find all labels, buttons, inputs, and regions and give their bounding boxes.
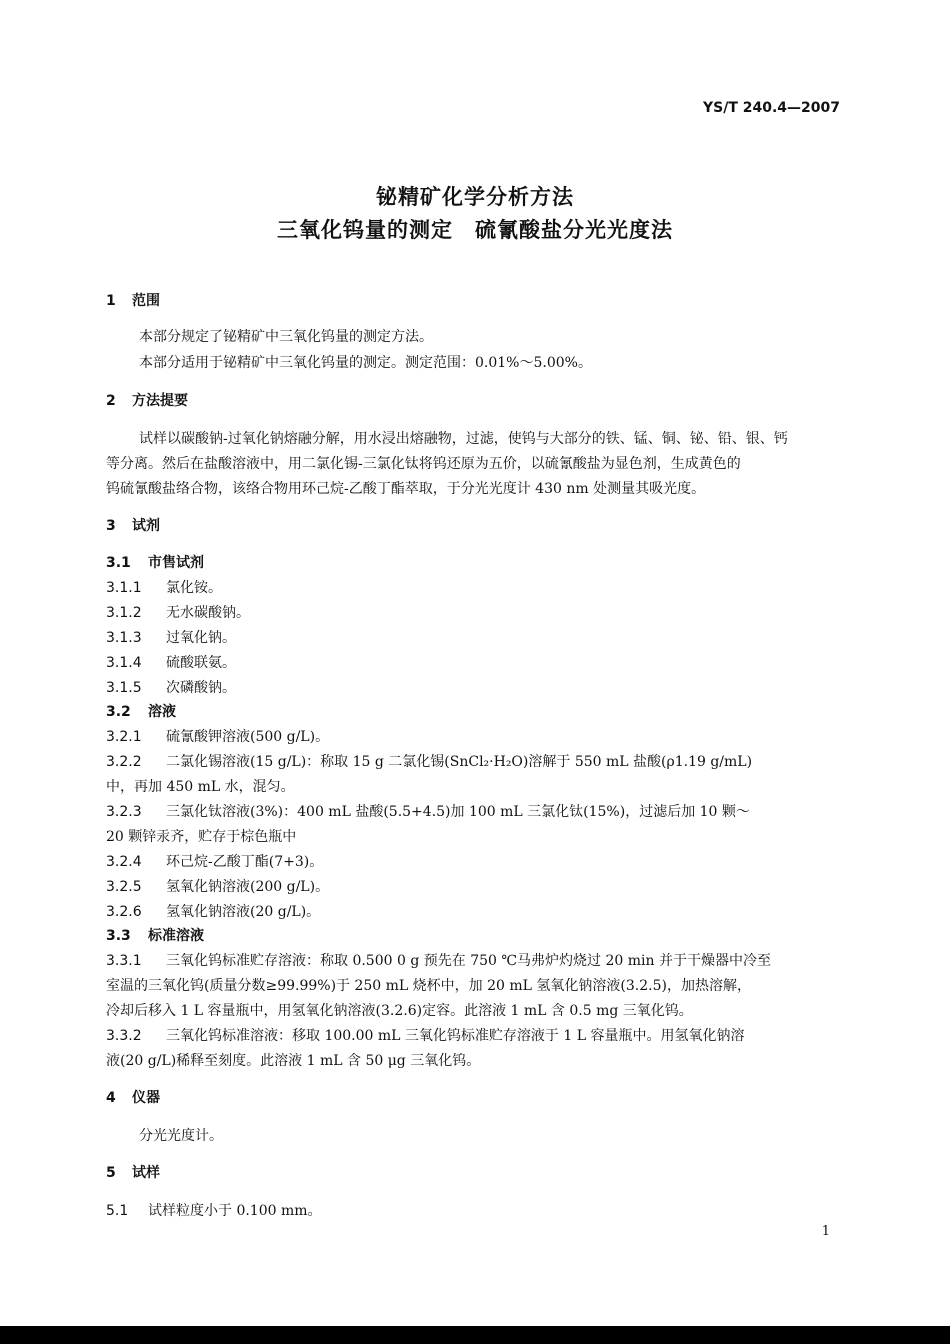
page-title-line1: 铋精矿化学分析方法 — [376, 185, 574, 209]
section-title: 试剂 — [132, 518, 160, 534]
clause-item — [106, 950, 771, 970]
clause-number: 3.1.1 — [106, 580, 142, 596]
clause-item — [106, 627, 236, 647]
section-number: 4 — [106, 1090, 116, 1106]
section-4-heading — [106, 1087, 160, 1107]
clause-continuation: 中，再加 450 mL 水，混匀。 — [106, 779, 295, 795]
clause-item — [106, 577, 222, 597]
paragraph: 本部分规定了铋精矿中三氧化钨量的测定方法。 — [139, 329, 433, 345]
clause-text: 氢氧化钠溶液(200 g/L)。 — [166, 879, 330, 895]
paragraph-line: 钨硫氰酸盐络合物，该络合物用环己烷-乙酸丁酯萃取，于分光光度计 430 nm 处测量其吸光度。 — [106, 481, 706, 497]
subsection-title: 市售试剂 — [148, 555, 204, 571]
clause-text: 氯化铵。 — [166, 580, 222, 596]
clause-number: 3.2.2 — [106, 754, 142, 770]
section-1-heading — [106, 290, 160, 310]
section-3-heading — [106, 515, 160, 535]
paragraph-line: 等分离。然后在盐酸溶液中，用二氯化锡-三氯化钛将钨还原为五价，以硫氰酸盐为显色剂，生成黄色的 — [106, 456, 741, 472]
clause-number: 3.2.6 — [106, 904, 142, 920]
subsection-title: 标准溶液 — [148, 928, 204, 944]
clause-item — [106, 876, 329, 896]
subsection-heading — [106, 552, 204, 572]
clause-number: 3.1.5 — [106, 680, 142, 696]
clause-continuation: 液(20 g/L)稀释至刻度。此溶液 1 mL 含 50 μg 三氧化钨。 — [106, 1053, 481, 1069]
section-title: 方法提要 — [132, 393, 188, 409]
clause-text: 环己烷-乙酸丁酯(7+3)。 — [166, 854, 324, 870]
bottom-scan-border — [0, 1326, 950, 1344]
section-number: 5 — [106, 1165, 116, 1181]
clause-item — [106, 901, 320, 921]
clause-item — [106, 1025, 744, 1045]
section-5-heading — [106, 1162, 160, 1182]
clause-text: 三氧化钨标准溶液：移取 100.00 mL 三氧化钨标准贮存溶液于 1 L 容量瓶中。用氢氧化钠溶 — [166, 1028, 745, 1044]
clause-text: 三氧化钨标准贮存溶液：称取 0.500 0 g 预先在 750 ℃马弗炉灼烧过 20 min 并于干燥器中冷至 — [166, 953, 771, 969]
clause-number: 3.2.5 — [106, 879, 142, 895]
clause-text: 硫氰酸钾溶液(500 g/L)。 — [166, 729, 330, 745]
clause-item — [106, 677, 236, 697]
clause-item — [106, 652, 236, 672]
section-title: 试样 — [132, 1165, 160, 1181]
clause-number: 3.2.3 — [106, 804, 142, 820]
clause-text: 三氯化钛溶液(3%)：400 mL 盐酸(5.5+4.5)加 100 mL 三氯化钛(15%)，过滤后加 10 颗～ — [166, 804, 750, 820]
clause-number: 3.2.4 — [106, 854, 142, 870]
clause-item — [106, 602, 250, 622]
clause-item — [106, 851, 323, 871]
paragraph: 本部分适用于铋精矿中三氧化钨量的测定。测定范围：0.01%～5.00%。 — [139, 355, 592, 371]
clause-number: 3.3.2 — [106, 1028, 142, 1044]
clause-text: 二氯化锡溶液(15 g/L)：称取 15 g 二氯化锡(SnCl₂·H₂O)溶解于 550 mL 盐酸(ρ1.19 g/mL) — [166, 754, 753, 770]
clause-text: 次磷酸钠。 — [166, 680, 236, 696]
clause-item — [106, 801, 750, 821]
section-title: 范围 — [132, 293, 160, 309]
section-number: 2 — [106, 393, 116, 409]
clause-number: 3.1.4 — [106, 655, 142, 671]
clause-number: 3.1.3 — [106, 630, 142, 646]
clause-item — [106, 751, 752, 771]
section-title: 仪器 — [132, 1090, 160, 1106]
clause-number: 5.1 — [106, 1203, 129, 1219]
paragraph: 分光光度计。 — [139, 1128, 223, 1144]
clause-continuation: 20 颗锌汞齐，贮存于棕色瓶中 — [106, 829, 297, 845]
clause-item — [106, 726, 329, 746]
clause-text: 硫酸联氨。 — [166, 655, 236, 671]
page-number: 1 — [821, 1224, 830, 1239]
clause-text: 氢氧化钠溶液(20 g/L)。 — [166, 904, 321, 920]
clause-text: 无水碳酸钠。 — [166, 605, 250, 621]
section-number: 3 — [106, 518, 116, 534]
subsection-number: 3.1 — [106, 555, 131, 571]
clause-text: 试样粒度小于 0.100 mm。 — [148, 1203, 322, 1219]
clause-number: 3.3.1 — [106, 953, 142, 969]
clause-continuation: 室温的三氧化钨(质量分数≥99.99%)于 250 mL 烧杯中，加 20 mL 氢氧化钠溶液(3.2.5)，加热溶解， — [106, 978, 751, 994]
clause-number: 3.2.1 — [106, 729, 142, 745]
clause-text: 过氧化钠。 — [166, 630, 236, 646]
section-number: 1 — [106, 293, 116, 309]
clause-item — [106, 1200, 322, 1220]
paragraph-line: 试样以碳酸钠-过氧化钠熔融分解，用水浸出熔融物，过滤，使钨与大部分的铁、锰、铜、铋、铅、银、钙 — [139, 431, 788, 447]
subsection-number: 3.3 — [106, 928, 131, 944]
clause-continuation: 冷却后移入 1 L 容量瓶中，用氢氧化钠溶液(3.2.6)定容。此溶液 1 mL 含 0.5 mg 三氧化钨。 — [106, 1003, 693, 1019]
section-2-heading — [106, 390, 188, 410]
standard-number: YS/T 240.4—2007 — [702, 100, 840, 116]
subsection-heading — [106, 701, 176, 721]
subsection-heading — [106, 925, 204, 945]
subsection-number: 3.2 — [106, 704, 131, 720]
subsection-title: 溶液 — [148, 704, 176, 720]
clause-number: 3.1.2 — [106, 605, 142, 621]
page-title-line2: 三氧化钨量的测定 硫氰酸盐分光光度法 — [277, 218, 673, 242]
